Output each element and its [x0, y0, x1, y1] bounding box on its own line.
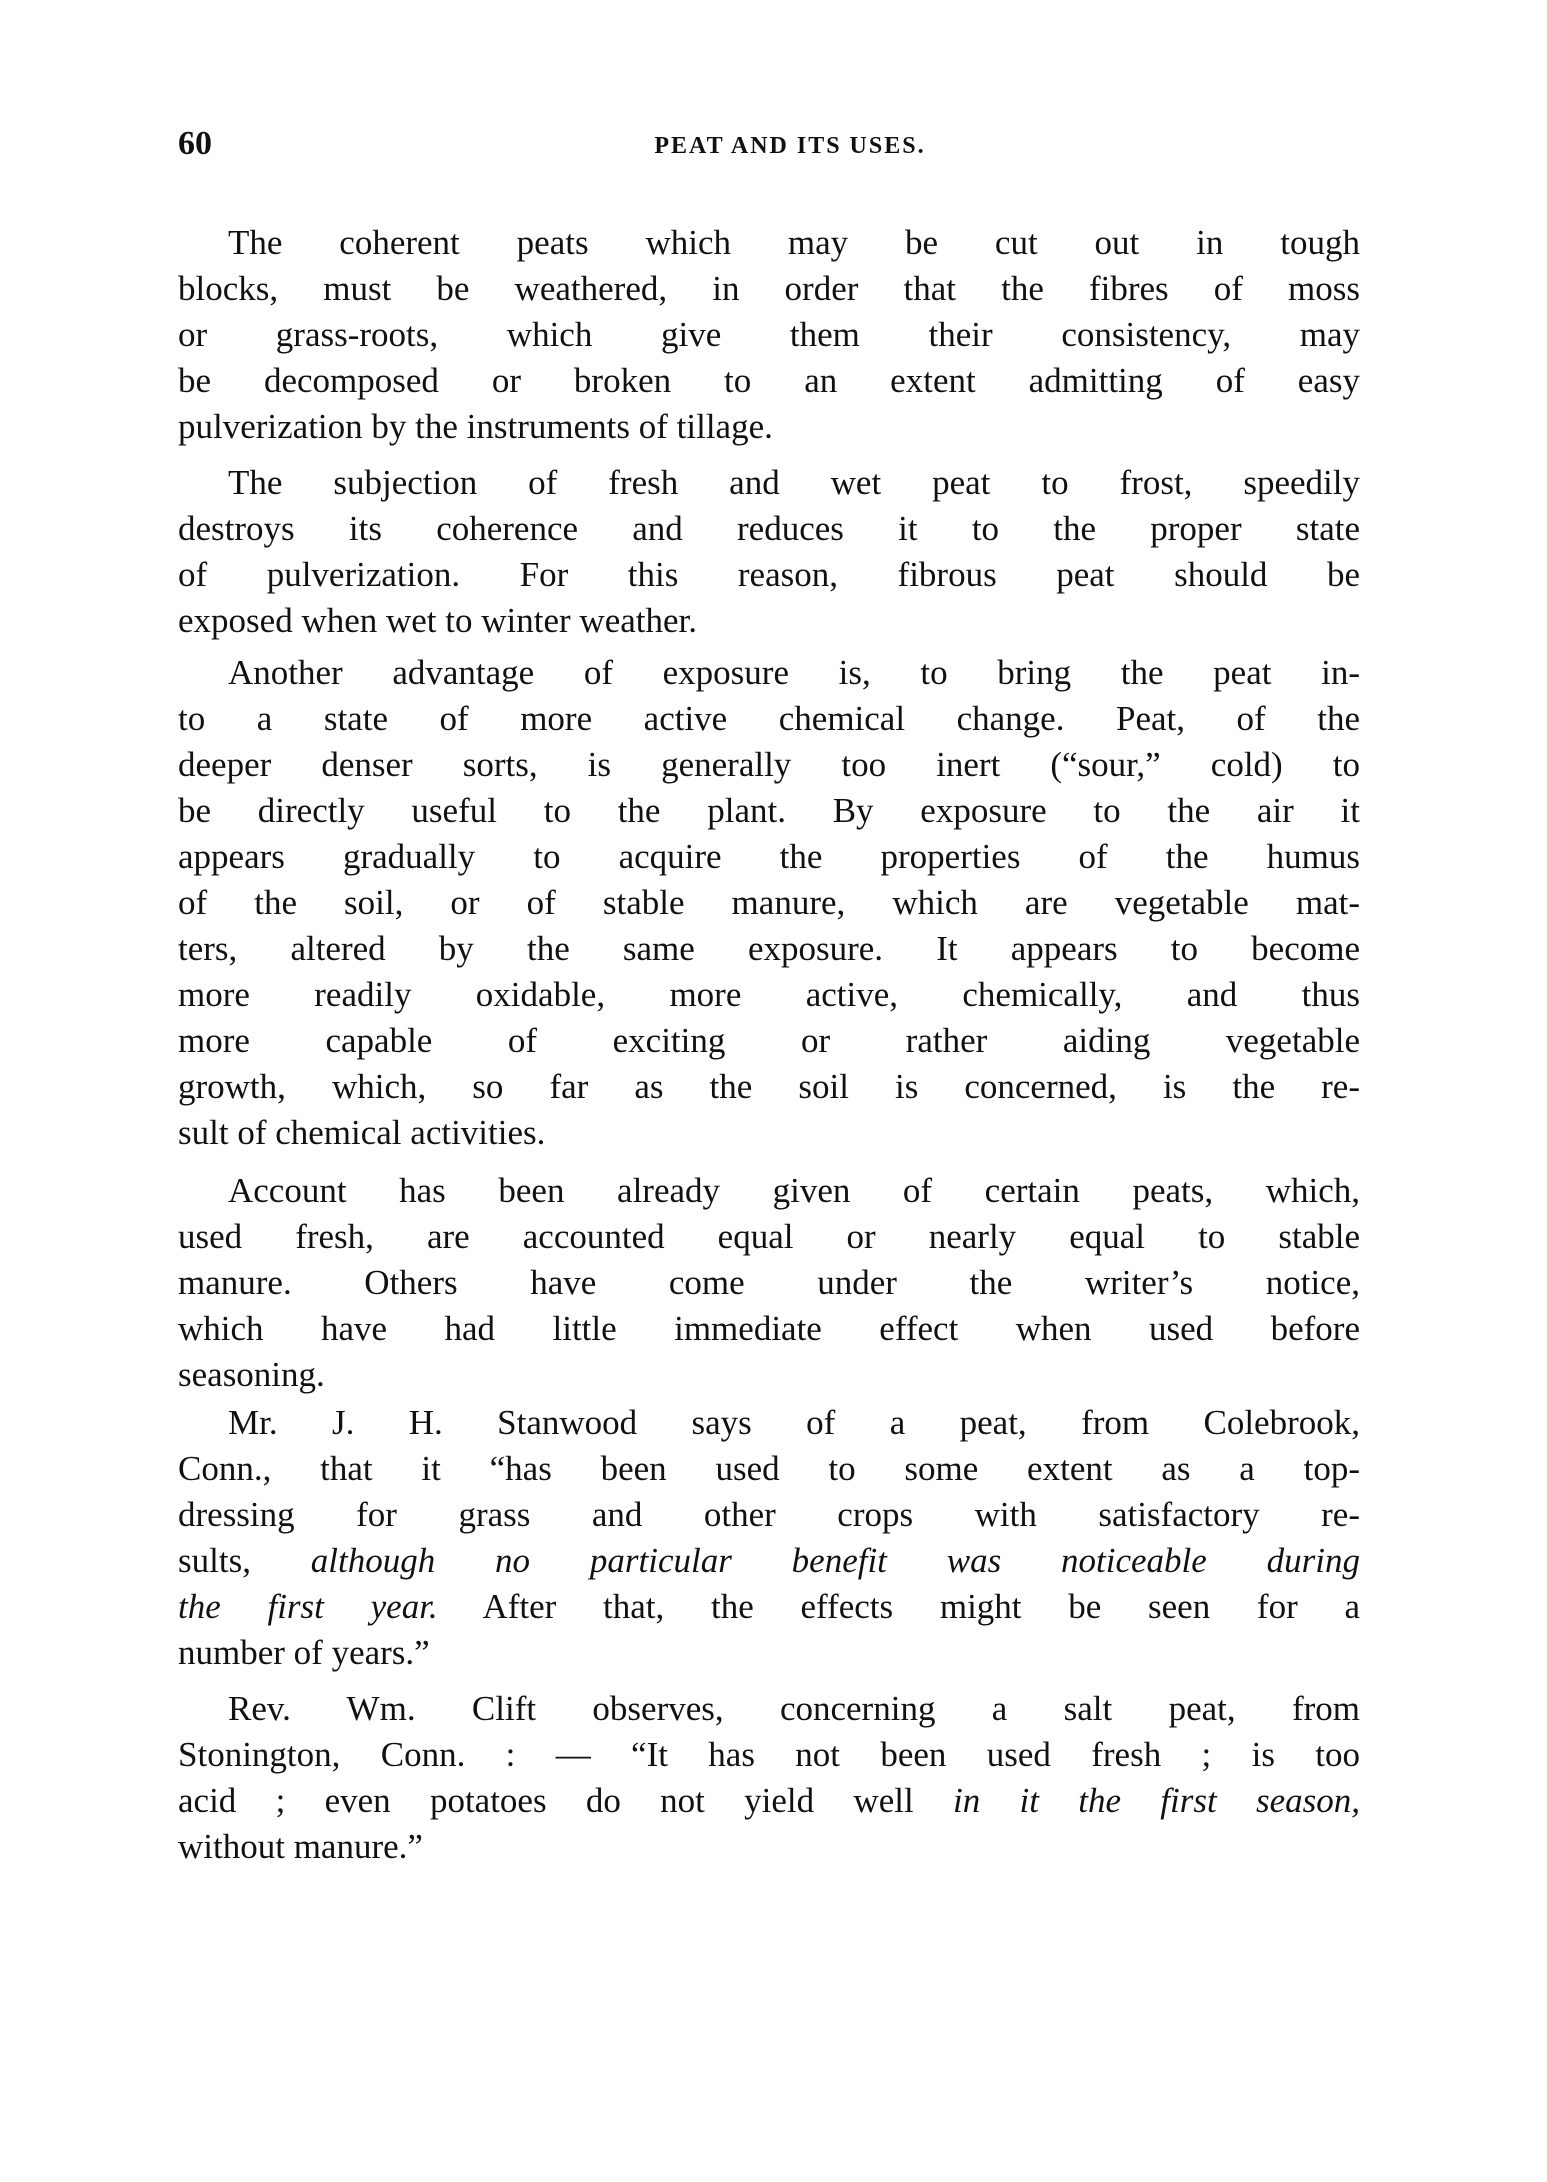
paragraph-1-line-2: blocks, must be weathered, in order that the fibres of moss: [178, 269, 1360, 308]
paragraph-4-line-3: manure. Others have come under the writer’s notice,: [178, 1263, 1360, 1302]
roman-text: acid ; even potatoes do not yield well: [178, 1781, 953, 1820]
paragraph-1-line-3: or grass-roots, which give them their consistency, may: [178, 315, 1360, 354]
paragraph-5-line-2: Conn., that it “has been used to some extent as a top-: [178, 1449, 1360, 1488]
paragraph-1-line-1: The coherent peats which may be cut out in tough: [228, 223, 1360, 262]
paragraph-6-line-2: Stonington, Conn. : — “It has not been used fresh ; is too: [178, 1735, 1360, 1774]
paragraph-4-line-2: used fresh, are accounted equal or nearly equal to stable: [178, 1217, 1360, 1256]
paragraph-3-line-2: to a state of more active chemical change. Peat, of the: [178, 699, 1360, 738]
paragraph-3-line-10: growth, which, so far as the soil is concerned, is the re-: [178, 1067, 1360, 1106]
paragraph-3-line-9: more capable of exciting or rather aiding vegetable: [178, 1021, 1360, 1060]
paragraph-3-line-4: be directly useful to the plant. By exposure to the air it: [178, 791, 1360, 830]
paragraph-2-line-1: The subjection of fresh and wet peat to frost, speedily: [228, 463, 1360, 502]
running-head: PEAT AND ITS USES.: [654, 133, 926, 159]
paragraph-1-line-4: be decomposed or broken to an extent admitting of easy: [178, 361, 1360, 400]
paragraph-1-line-5: pulverization by the instruments of tillage.: [178, 407, 773, 446]
paragraph-3-line-11: sult of chemical activities.: [178, 1113, 546, 1152]
paragraph-2-line-4: exposed when wet to winter weather.: [178, 601, 698, 640]
paragraph-3-line-6: of the soil, or of stable manure, which are vegetable mat-: [178, 883, 1360, 922]
paragraph-5-line-6: number of years.”: [178, 1633, 430, 1672]
paragraph-2-line-2: destroys its coherence and reduces it to the proper state: [178, 509, 1360, 548]
paragraph-5-line-3: dressing for grass and other crops with satisfactory re-: [178, 1495, 1360, 1534]
roman-text: sults,: [178, 1541, 311, 1580]
paragraph-6-line-1: Rev. Wm. Clift observes, concerning a salt peat, from: [228, 1689, 1360, 1728]
paragraph-3-line-3: deeper denser sorts, is generally too inert (“sour,” cold) to: [178, 745, 1360, 784]
italic-emphasis: although no particular benefit was noticeable during: [310, 1541, 1360, 1580]
paragraph-6-line-4: without manure.”: [178, 1827, 423, 1866]
paragraph-4-line-4: which have had little immediate effect when used before: [178, 1309, 1360, 1348]
paragraph-2-line-3: of pulverization. For this reason, fibrous peat should be: [178, 555, 1360, 594]
paragraph-3-line-7: ters, altered by the same exposure. It appears to become: [178, 929, 1360, 968]
paragraph-3-line-8: more readily oxidable, more active, chemically, and thus: [178, 975, 1360, 1014]
page-number: 60: [178, 125, 212, 162]
paragraph-5-line-1: Mr. J. H. Stanwood says of a peat, from Colebrook,: [228, 1403, 1360, 1442]
paragraph-4-line-1: Account has been already given of certain peats, which,: [228, 1171, 1360, 1210]
paragraph-3-line-5: appears gradually to acquire the properties of the humus: [178, 837, 1360, 876]
paragraph-5-line-4: [178, 1538, 1360, 1584]
paragraph-3-line-1: Another advantage of exposure is, to bring the peat in-: [228, 653, 1360, 692]
paragraph-4-line-5: seasoning.: [178, 1355, 325, 1394]
roman-text: After that, the effects might be seen for a: [437, 1587, 1360, 1626]
italic-emphasis: the first year.: [178, 1587, 438, 1626]
paragraph-6-line-3: [178, 1778, 1360, 1824]
italic-emphasis: in it the first season,: [952, 1781, 1360, 1820]
paragraph-5-line-5: [178, 1584, 1360, 1630]
